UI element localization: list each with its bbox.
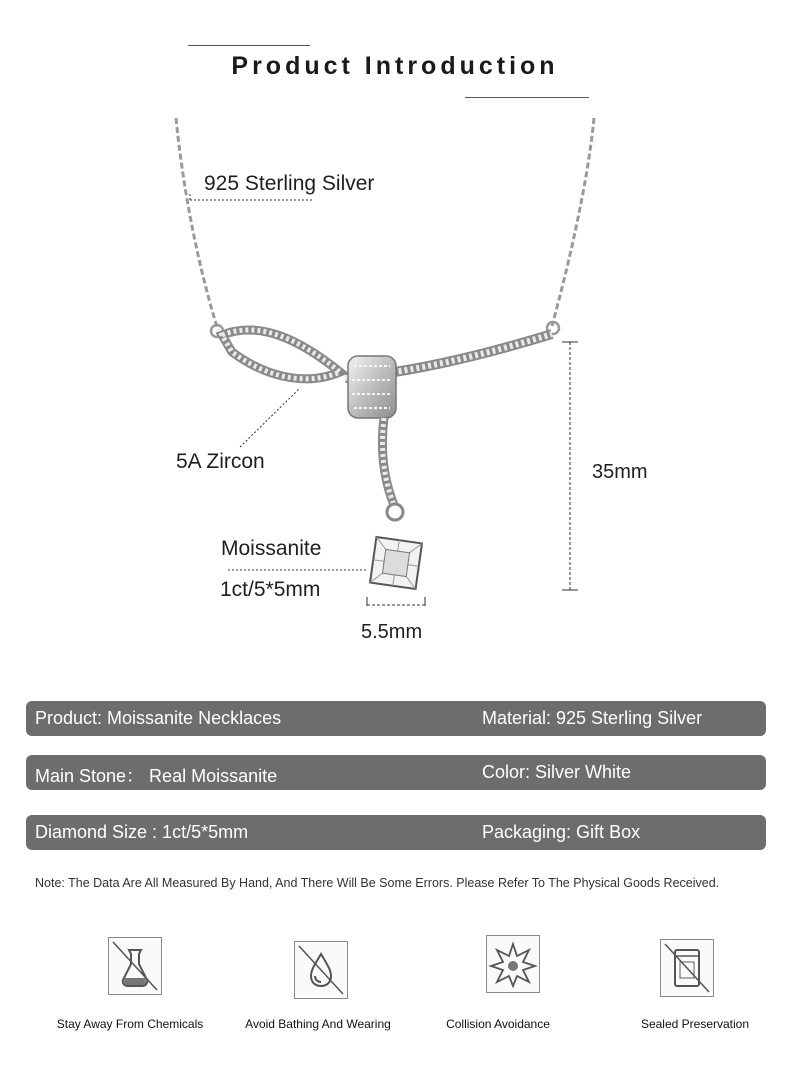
spec-material: Material: 925 Sterling Silver (482, 708, 703, 728)
height-dimension-label: 35mm (592, 461, 648, 483)
spec-main-stone: Main Stone： Real Moissanite (35, 766, 278, 786)
left-chain (176, 118, 218, 330)
width-dimension-label: 5.5mm (361, 621, 423, 643)
right-chain (552, 118, 594, 326)
spec-bar (26, 701, 766, 736)
spec-packaging: Packaging: Gift Box (482, 822, 641, 842)
sealed-bag-icon (660, 939, 714, 997)
spec-bar (26, 815, 766, 850)
spec-bar (26, 755, 766, 790)
stone-size-label: 1ct/5*5mm (220, 578, 321, 601)
care-label-collision: Collision Avoidance (446, 1017, 550, 1031)
care-label-sealed: Sealed Preservation (640, 1017, 750, 1031)
spec-product: Product: Moissanite Necklaces (35, 708, 282, 728)
care-label-chemicals: Stay Away From Chemicals (56, 1017, 204, 1031)
moissanite-stone (370, 537, 422, 589)
care-label-bathing: Avoid Bathing And Wearing (245, 1017, 391, 1031)
water-drop-icon (294, 941, 348, 999)
title-line-bottom (465, 97, 589, 98)
stone-label: Moissanite (221, 537, 322, 560)
spec-color: Color: Silver White (482, 762, 632, 782)
page-title: Product Introduction (231, 52, 559, 80)
title-line-top (188, 45, 310, 46)
chemical-flask-icon (108, 937, 162, 995)
measurement-note: Note: The Data Are All Measured By Hand, And There Will Be Some Errors. Please Refer To The Physical Goods Received. (35, 876, 720, 890)
spec-diamond-size: Diamond Size : 1ct/5*5mm (35, 822, 249, 842)
zircon-label: 5A Zircon (176, 450, 265, 473)
necklace-illustration (0, 100, 790, 660)
collision-burst-icon (486, 935, 540, 993)
material-label: 925 Sterling Silver (204, 172, 375, 195)
zircon-callout (240, 388, 300, 447)
